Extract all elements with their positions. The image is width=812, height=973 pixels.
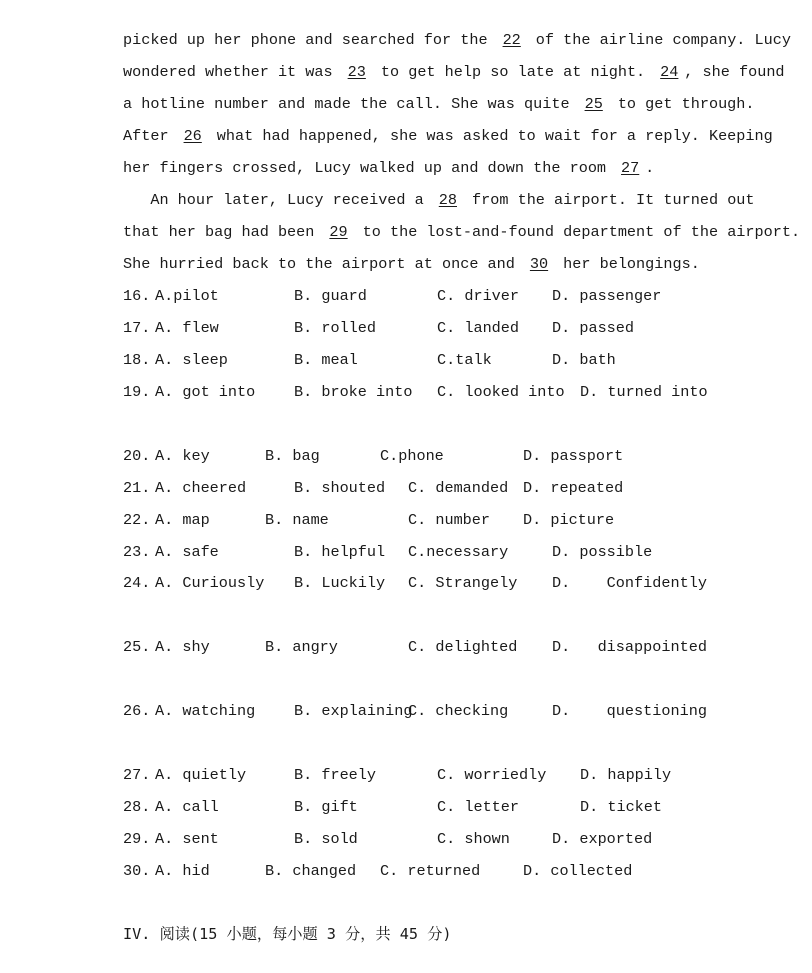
question-29 bbox=[0, 829, 812, 851]
question-19 bbox=[0, 382, 812, 404]
passage-line-7 bbox=[123, 222, 800, 244]
text: , she found bbox=[684, 63, 785, 81]
text: of the airline company. Lucy bbox=[526, 31, 791, 49]
option-d: D. disappointed bbox=[552, 638, 707, 656]
option-b: B. guard bbox=[294, 287, 367, 305]
option-c: C. letter bbox=[437, 798, 520, 816]
question-27 bbox=[0, 765, 812, 787]
option-a: A. hid bbox=[155, 862, 210, 880]
question-number: 21. bbox=[123, 479, 151, 497]
option-b: B. broke into bbox=[294, 383, 413, 401]
option-c: C. delighted bbox=[408, 638, 518, 656]
option-a: A. quietly bbox=[155, 766, 247, 784]
question-number: 26. bbox=[123, 702, 151, 720]
question-number: 24. bbox=[123, 574, 151, 592]
question-25 bbox=[0, 637, 812, 659]
text: picked up her phone and searched for the bbox=[123, 31, 497, 49]
option-a: A. map bbox=[155, 511, 210, 529]
option-c: C. driver bbox=[437, 287, 520, 305]
option-c: C.necessary bbox=[408, 543, 509, 561]
option-b: B. sold bbox=[294, 830, 358, 848]
option-b: B. gift bbox=[294, 798, 358, 816]
blank-27: 27 bbox=[621, 159, 640, 177]
option-d: D. passed bbox=[552, 319, 635, 337]
option-d: D. bath bbox=[552, 351, 616, 369]
option-d: D. collected bbox=[523, 862, 633, 880]
option-a: A. call bbox=[155, 798, 219, 816]
question-24 bbox=[0, 573, 812, 595]
option-b: B. explaining bbox=[294, 702, 413, 720]
passage-line-8 bbox=[123, 254, 700, 276]
option-b: B. shouted bbox=[294, 479, 386, 497]
question-number: 16. bbox=[123, 287, 151, 305]
question-number: 20. bbox=[123, 447, 151, 465]
option-d: D. picture bbox=[523, 511, 615, 529]
option-a: A. key bbox=[155, 447, 210, 465]
option-a: A. got into bbox=[155, 383, 256, 401]
passage-line-4 bbox=[123, 126, 773, 148]
question-18 bbox=[0, 350, 812, 372]
question-number: 30. bbox=[123, 862, 151, 880]
text: what had happened, she was asked to wait for a reply. Keeping bbox=[207, 127, 773, 145]
blank-28: 28 bbox=[438, 191, 457, 209]
option-d: D. repeated bbox=[523, 479, 624, 497]
option-d: D. exported bbox=[552, 830, 653, 848]
option-d: D. ticket bbox=[580, 798, 663, 816]
question-number: 27. bbox=[123, 766, 151, 784]
option-b: B. Luckily bbox=[294, 574, 386, 592]
text: An hour later, Lucy received a bbox=[123, 191, 433, 209]
option-c: C. worriedly bbox=[437, 766, 547, 784]
question-number: 18. bbox=[123, 351, 151, 369]
option-d: D. passport bbox=[523, 447, 624, 465]
option-a: A. cheered bbox=[155, 479, 247, 497]
text: to get help so late at night. bbox=[371, 63, 655, 81]
option-a: A. shy bbox=[155, 638, 210, 656]
option-d: D. questioning bbox=[552, 702, 707, 720]
text: . bbox=[645, 159, 655, 177]
question-number: 29. bbox=[123, 830, 151, 848]
option-b: B. meal bbox=[294, 351, 358, 369]
option-b: B. freely bbox=[294, 766, 377, 784]
text: a hotline number and made the call. She was quite bbox=[123, 95, 579, 113]
passage-line-5 bbox=[123, 158, 654, 180]
option-b: B. angry bbox=[265, 638, 338, 656]
option-c: C. number bbox=[408, 511, 491, 529]
question-number: 25. bbox=[123, 638, 151, 656]
blank-24: 24 bbox=[660, 63, 679, 81]
text: her belongings. bbox=[554, 255, 700, 273]
option-b: B. helpful bbox=[294, 543, 386, 561]
question-number: 23. bbox=[123, 543, 151, 561]
question-20 bbox=[0, 446, 812, 468]
blank-25: 25 bbox=[584, 95, 603, 113]
question-23 bbox=[0, 542, 812, 564]
blank-26: 26 bbox=[183, 127, 202, 145]
passage-line-2 bbox=[123, 62, 785, 84]
option-c: C. demanded bbox=[408, 479, 509, 497]
question-number: 17. bbox=[123, 319, 151, 337]
option-a: A.pilot bbox=[155, 287, 219, 305]
passage-line-6 bbox=[123, 190, 755, 212]
text: She hurried back to the airport at once and bbox=[123, 255, 525, 273]
question-number: 28. bbox=[123, 798, 151, 816]
option-d: D. possible bbox=[552, 543, 653, 561]
option-c: C. Strangely bbox=[408, 574, 518, 592]
blank-22: 22 bbox=[502, 31, 521, 49]
option-d: D. happily bbox=[580, 766, 672, 784]
option-b: B. rolled bbox=[294, 319, 377, 337]
question-number: 19. bbox=[123, 383, 151, 401]
question-26 bbox=[0, 701, 812, 723]
option-c: C. returned bbox=[380, 862, 481, 880]
option-d: D. Confidently bbox=[552, 574, 707, 592]
text: from the airport. It turned out bbox=[462, 191, 755, 209]
option-c: C. shown bbox=[437, 830, 510, 848]
question-number: 22. bbox=[123, 511, 151, 529]
blank-23: 23 bbox=[347, 63, 366, 81]
option-b: B. bag bbox=[265, 447, 320, 465]
question-21 bbox=[0, 478, 812, 500]
option-b: B. changed bbox=[265, 862, 357, 880]
option-a: A. watching bbox=[155, 702, 256, 720]
section-heading: IV. 阅读(15 小题，每小题 3 分，共 45 分) bbox=[123, 925, 452, 943]
option-c: C.talk bbox=[437, 351, 492, 369]
text: to the lost-and-found department of the airport. bbox=[353, 223, 801, 241]
blank-30: 30 bbox=[529, 255, 549, 273]
option-c: C. landed bbox=[437, 319, 520, 337]
option-c: C. looked into bbox=[437, 383, 565, 401]
option-a: A. Curiously bbox=[155, 574, 265, 592]
text: wondered whether it was bbox=[123, 63, 342, 81]
question-17 bbox=[0, 318, 812, 340]
question-30 bbox=[0, 861, 812, 883]
text: that her bag had been bbox=[123, 223, 324, 241]
option-d: D. turned into bbox=[580, 383, 708, 401]
text: After bbox=[123, 127, 178, 145]
text: to get through. bbox=[608, 95, 755, 113]
question-16 bbox=[0, 286, 812, 308]
option-a: A. flew bbox=[155, 319, 219, 337]
option-c: C. checking bbox=[408, 702, 509, 720]
option-b: B. name bbox=[265, 511, 329, 529]
question-22 bbox=[0, 510, 812, 532]
option-a: A. sent bbox=[155, 830, 219, 848]
passage-line-3 bbox=[123, 94, 755, 116]
option-a: A. sleep bbox=[155, 351, 228, 369]
question-28 bbox=[0, 797, 812, 819]
blank-29: 29 bbox=[329, 223, 348, 241]
passage-line-1 bbox=[123, 30, 791, 52]
option-a: A. safe bbox=[155, 543, 219, 561]
text: her fingers crossed, Lucy walked up and down the room bbox=[123, 159, 616, 177]
option-d: D. passenger bbox=[552, 287, 662, 305]
option-c: C.phone bbox=[380, 447, 444, 465]
